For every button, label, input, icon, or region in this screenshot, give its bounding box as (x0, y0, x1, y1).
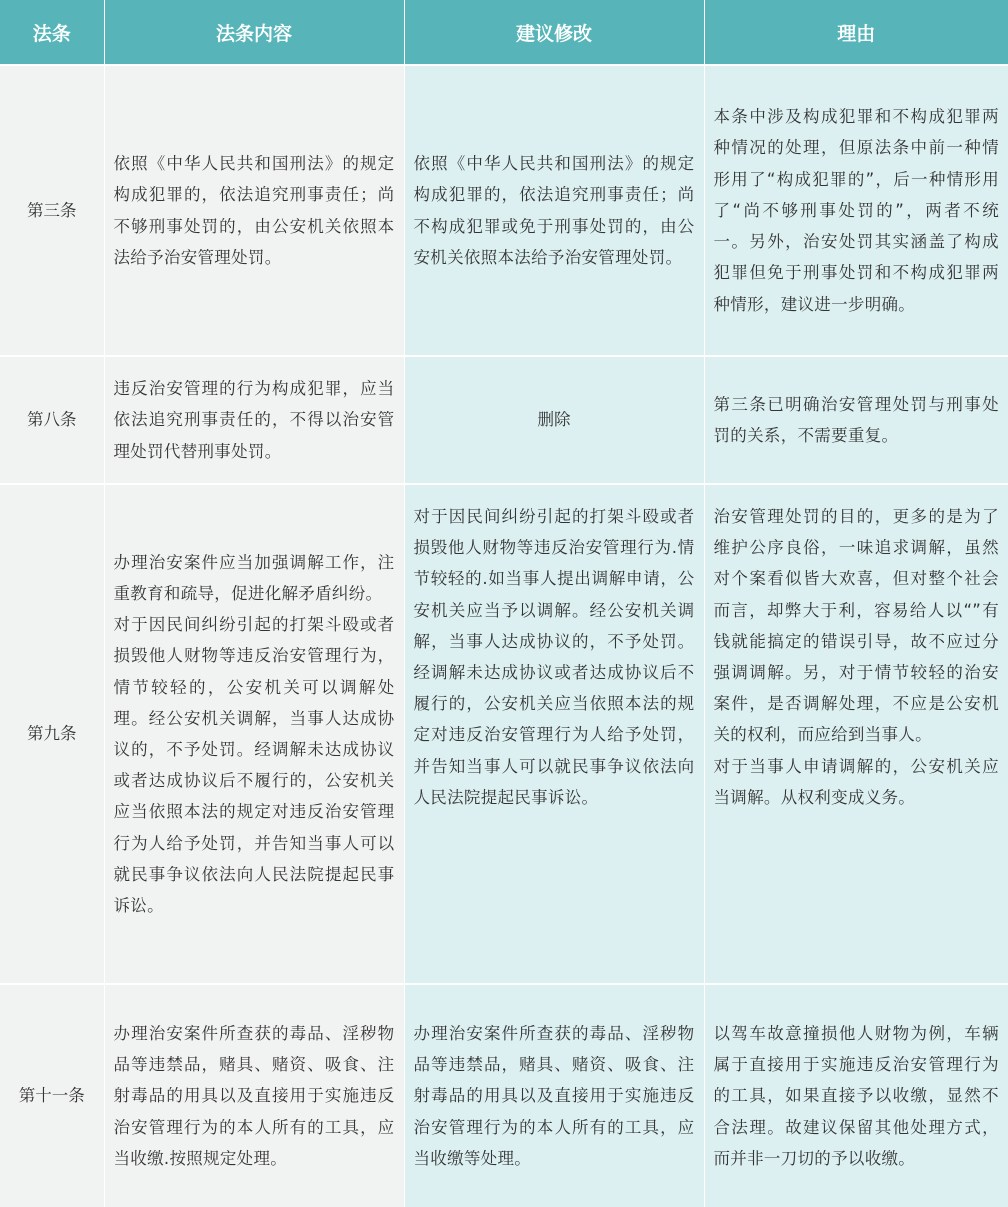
suggestion-paragraph: 依照《中华人民共和国刑法》的规定构成犯罪的，依法追究刑事责任；尚不构成犯罪或免于刑事处罚的，由公安机关依照本法给予治安管理处罚。 (413, 154, 695, 267)
header-article: 法条 (0, 0, 104, 65)
suggestion-paragraph: 对于因民间纠纷引起的打架斗殴或者损毁他人财物等违反治安管理行为.情节较轻的.如当事人提出调解申请，公安机关应当予以调解。经公安机关调解，当事人达成协议的，不予处罚。经调解未达成协议或者达成协议后不履行的，公安机关应当依照本法的规定对违反治安管理行为人给予处罚，并告知当事人可以就民事争议依法向人民法院提起民事诉讼。 (413, 507, 695, 807)
article-label: 第九条 (27, 724, 77, 744)
table-row (0, 356, 1008, 484)
content-paragraph: 对于因民间纠纷引起的打架斗殴或者损毁他人财物等违反治安管理行为，情节较轻的，公安机关可以调解处理。经公安机关调解，当事人达成协议的，不予处罚。经调解未达成协议或者达成协议后不履行的，公安机关应当依照本法的规定对违反治安管理行为人给予处罚，并告知当事人可以就民事争议依法向人民法院提起民事诉讼。 (113, 615, 395, 916)
reason-cell (704, 356, 1008, 484)
suggestion-cell (404, 984, 704, 1207)
reason-cell (704, 65, 1008, 356)
content-cell (104, 484, 404, 984)
content-cell (104, 65, 404, 356)
reason-paragraph: 对于当事人申请调解的，公安机关应当调解。从权利变成义务。 (713, 756, 999, 807)
article-label: 第十一条 (18, 1086, 85, 1106)
content-paragraph: 依照《中华人民共和国刑法》的规定构成犯罪的，依法追究刑事责任；尚不够刑事处罚的，由公安机关依照本法给予治安管理处罚。 (113, 154, 395, 267)
reason-paragraph: 第三条已明确治安管理处罚与刑事处罚的关系，不需要重复。 (713, 394, 999, 445)
suggestion-paragraph: 删除 (537, 410, 571, 430)
header-reason: 理由 (704, 0, 1008, 65)
header-suggestion: 建议修改 (404, 0, 704, 65)
reason-cell (704, 484, 1008, 984)
suggestion-cell (404, 484, 704, 984)
content-cell (104, 984, 404, 1207)
header-row (0, 0, 1008, 65)
reason-paragraph: 本条中涉及构成犯罪和不构成犯罪两种情况的处理，但原法条中前一种情形用了“构成犯罪的”，后一种情形用了“尚不够刑事处罚的”，两者不统一。另外，治安处罚其实涵盖了构成犯罪但免于刑事处罚和不构成犯罪两种情形，建议进一步明确。 (713, 107, 999, 314)
suggestion-paragraph: 办理治安案件所查获的毒品、淫秽物品等违禁品，赌具、赌资、吸食、注射毒品的用具以及直接用于实施违反治安管理行为的本人所有的工具，应当收缴等处理。 (413, 1023, 695, 1168)
table-header (0, 0, 1008, 65)
article-label: 第三条 (27, 200, 77, 220)
content-cell (104, 356, 404, 484)
article-cell (0, 65, 104, 356)
table-row (0, 65, 1008, 356)
article-label: 第八条 (27, 410, 77, 430)
content-paragraph: 办理治安案件所查获的毒品、淫秽物品等违禁品，赌具、赌资、吸食、注射毒品的用具以及直接用于实施违反治安管理行为的本人所有的工具，应当收缴.按照规定处理。 (113, 1023, 395, 1168)
content-paragraph: 办理治安案件应当加强调解工作，注重教育和疏导，促进化解矛盾纠纷。 (113, 552, 395, 603)
table-row (0, 484, 1008, 984)
table-body (0, 65, 1008, 1207)
reason-paragraph: 治安管理处罚的目的，更多的是为了维护公序良俗，一味追求调解，虽然对个案看似皆大欢喜，但对整个社会而言，却弊大于利，容易给人以“”有钱就能搞定的错误引导，故不应过分强调调解。另，对于情节较轻的治安案件，是否调解处理，不应是公安机关的权利，而应给到当事人。 (713, 507, 999, 745)
article-cell (0, 484, 104, 984)
article-cell (0, 984, 104, 1207)
reason-paragraph: 以驾车故意撞损他人财物为例，车辆属于直接用于实施违反治安管理行为的工具，如果直接予以收缴，显然不合法理。故建议保留其他处理方式，而并非一刀切的予以收缴。 (713, 1023, 999, 1168)
content-paragraph: 违反治安管理的行为构成犯罪，应当依法追究刑事责任的，不得以治安管理处罚代替刑事处罚。 (113, 379, 395, 461)
article-cell (0, 356, 104, 484)
suggestion-cell (404, 356, 704, 484)
table-row (0, 984, 1008, 1207)
reason-cell (704, 984, 1008, 1207)
suggestion-cell (404, 65, 704, 356)
header-content: 法条内容 (104, 0, 404, 65)
